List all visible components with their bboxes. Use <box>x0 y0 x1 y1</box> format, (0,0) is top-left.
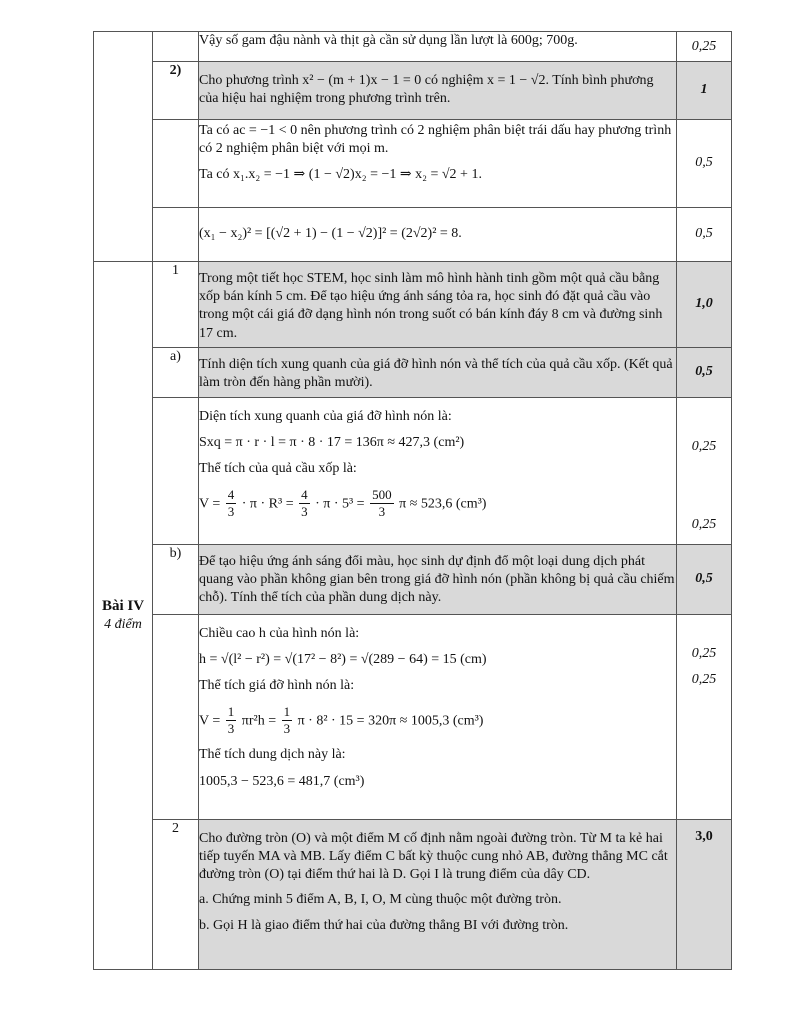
question-text: Cho đường tròn (O) và một điểm M cố định nằm ngoài đường tròn. Từ M ta kẻ hai tiếp tuyến MA và MB. Lấy điểm C bất kỳ thuộc cung nhỏ AB, đường thẳng MC cắt đường tròn (O) tại điểm thứ hai là D. Gọi I là trung điểm của dây CD. a. Chứng minh 5 điểm A, B, I, O, M cùng thuộc một đường tròn. b. Gọi H là giao điểm thứ hai của đường thẳng BI với đường tròn. <box>199 820 677 970</box>
score-cell: 0,25 0,25 <box>677 615 732 820</box>
score-cell: 0,5 <box>677 545 732 615</box>
fraction: $\frac{1}{3}$ <box>227 703 235 737</box>
equation: Ta có x₁.x₂ = −1 ⇒ (1 − √2)x₂ = −1 ⇒ x₂ = √2 + 1. <box>199 167 482 183</box>
score-cell: 0,5 <box>677 348 732 398</box>
solution-text: Ta có ac = −1 < 0 nên phương trình có 2 nghiệm phân biệt trái dấu hay phương trình có 2 nghiệm phân biệt với mọi m. Ta có x₁.x₂ = −1 ⇒ (1 − √2)x₂ = −1 ⇒ x₂ = √2 + 1. <box>199 120 677 208</box>
num-cell <box>153 615 199 820</box>
num-cell <box>153 32 199 62</box>
equation: (x₁ − x₂)² = [(√2 + 1) − (1 − √2)]² = (2√2)² = 8. <box>199 208 677 262</box>
conclusion-text: Vậy số gam đậu nành và thịt gà cần sử dụng lần lượt là 600g; 700g. <box>199 33 578 48</box>
question-text: Cho phương trình x² − (m + 1)x − 1 = 0 có nghiệm x = 1 − √2. Tính bình phương của hiệu hai nghiệm trong phương trình trên. <box>199 62 677 120</box>
question-number: b) <box>153 545 199 615</box>
fraction: $\frac{500}{3}$ <box>372 486 392 520</box>
score-cell: 0,5 <box>677 120 732 208</box>
solution-text: Diện tích xung quanh của giá đỡ hình nón là: Sxq = π · r · l = π · 8 · 17 = 136π ≈ 427,3 (cm²) Thể tích của quả cầu xốp là: V = $\frac{4}{3}$ · π · R³ = $\frac{4}{3}$ · π · 5³ = $\frac{500}{3}$ π ≈ 523,6 (cm³) <box>199 398 677 545</box>
question-number: 2 <box>153 820 199 970</box>
num-cell <box>153 208 199 262</box>
score-cell: 0,5 <box>677 208 732 262</box>
section-label <box>94 262 153 970</box>
equation: Sxq = π · r · l = π · 8 · 17 = 136π ≈ 427,3 (cm²) <box>199 435 465 451</box>
fraction: $\frac{1}{3}$ <box>283 703 291 737</box>
score-cell: 0,25 0,25 <box>677 398 732 545</box>
num-cell <box>153 120 199 208</box>
fraction: $\frac{4}{3}$ <box>227 486 235 520</box>
conclusion-row <box>199 32 677 62</box>
question-text: Để tạo hiệu ứng ánh sáng đổi màu, học sinh dự định đổ một loại dung dịch phát quang vào phần không gian bên trong giá đỡ hình nón (phần không bị quả cầu chiếm chỗ). Tính thể tích của phần dung dịch này. <box>199 545 677 615</box>
solution-text: Chiều cao h của hình nón là: h = √(l² − r²) = √(17² − 8²) = √(289 − 64) = 15 (cm) Thể tích giá đỡ hình nón là: V = $\frac{1}{3}$ πr²h = $\frac{1}{3}$ π · 8² · 15 = 320π ≈ 1005,3 (cm³) Thể tích dung dịch này là: 1005,3 − 523,6 = 481,7 (cm³) <box>199 615 677 820</box>
question-text: Trong một tiết học STEM, học sinh làm mô hình hành tinh gồm một quả cầu bằng xốp bán kính 5 cm. Để tạo hiệu ứng ánh sáng tỏa ra, học sinh đó đặt quả cầu vào trong một cái giá đỡ dạng hình nón trong suốt có bán kính đáy 8 cm và đường sinh 17 cm. <box>199 262 677 348</box>
equation: V = $\frac{1}{3}$ πr²h = $\frac{1}{3}$ π · 8² · 15 = 320π ≈ 1005,3 (cm³) <box>199 703 484 737</box>
score-cell: 1,0 <box>677 262 732 348</box>
answer-key-table <box>93 31 732 970</box>
fraction: $\frac{4}{3}$ <box>301 486 308 520</box>
score-cell: 1 <box>677 62 732 120</box>
section-cell-prev <box>94 32 153 262</box>
equation: 1005,3 − 523,6 = 481,7 (cm³) <box>199 773 365 789</box>
num-cell <box>153 398 199 545</box>
equation: h = √(l² − r²) = √(17² − 8²) = √(289 − 64) = 15 (cm) <box>199 652 487 668</box>
score-cell: 3,0 <box>677 820 732 970</box>
question-number: a) <box>153 348 199 398</box>
section-title: Bài IV <box>101 597 145 614</box>
question-text: Tính diện tích xung quanh của giá đỡ hình nón và thể tích của quả cầu xốp. (Kết quả làm tròn đến hàng phần mười). <box>199 348 677 398</box>
equation: V = $\frac{4}{3}$ · π · R³ = $\frac{4}{3}$ · π · 5³ = $\frac{500}{3}$ π ≈ 523,6 (cm³) <box>199 486 487 520</box>
score-cell: 0,25 <box>677 32 732 62</box>
section-points: 4 điểm <box>104 617 142 633</box>
question-number: 2) <box>153 62 199 120</box>
question-number: 1 <box>153 262 199 348</box>
